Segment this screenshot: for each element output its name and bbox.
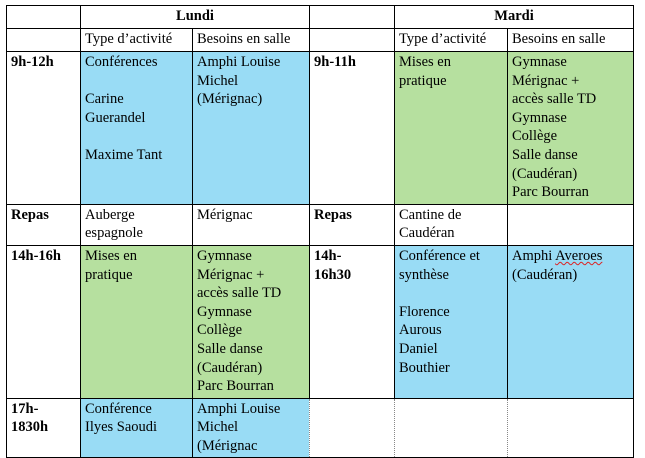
lundi-room-cell: Amphi Louise Michel (Mérignac) bbox=[193, 52, 310, 205]
mardi-room-flagged-word: Averoes bbox=[555, 247, 603, 264]
lundi-room-cell: Amphi Louise Michel (Mérignac bbox=[193, 398, 310, 458]
empty-cell bbox=[310, 398, 395, 458]
mardi-time-cell: Repas bbox=[310, 204, 395, 245]
lundi-time-cell: 9h-12h bbox=[7, 52, 81, 205]
mardi-room-cell bbox=[508, 204, 634, 245]
lundi-time-cell: Repas bbox=[7, 204, 81, 245]
schedule-table bbox=[6, 5, 634, 458]
lundi-time-cell: 14h-16h bbox=[7, 245, 81, 398]
mardi-room-header: Besoins en salle bbox=[508, 29, 634, 52]
empty-cell bbox=[395, 398, 508, 458]
day-mardi-header: Mardi bbox=[395, 6, 634, 29]
table-row bbox=[7, 204, 634, 245]
lundi-room-header: Besoins en salle bbox=[193, 29, 310, 52]
lundi-room-cell: Mérignac bbox=[193, 204, 310, 245]
mardi-room-cell: Gymnase Mérignac + accès salle TD Gymnase Collège Salle danse (Caudéran) Parc Bourran bbox=[508, 52, 634, 205]
lundi-activity-cell: Conférences Carine Guerandel Maxime Tant bbox=[81, 52, 193, 205]
day-lundi-header: Lundi bbox=[81, 6, 310, 29]
mardi-time-cell: 14h- 16h30 bbox=[310, 245, 395, 398]
mardi-activity-cell: Mises en pratique bbox=[395, 52, 508, 205]
lundi-time-cell: 17h- 1830h bbox=[7, 398, 81, 458]
table-row bbox=[7, 245, 634, 398]
mardi-activity-header: Type d’activité bbox=[395, 29, 508, 52]
mardi-activity-cell: Cantine de Caudéran bbox=[395, 204, 508, 245]
mardi-room-prefix: Amphi bbox=[512, 247, 556, 264]
mardi-time-cell: 9h-11h bbox=[310, 52, 395, 205]
mardi-activity-cell: Conférence et synthèse Florence Aurous Daniel Bouthier bbox=[395, 245, 508, 398]
table-row bbox=[7, 52, 634, 205]
lundi-activity-header: Type d’activité bbox=[81, 29, 193, 52]
mardi-room-suffix: (Caudéran) bbox=[512, 266, 578, 283]
mardi-room-cell bbox=[508, 245, 634, 398]
lundi-room-cell: Gymnase Mérignac + accès salle TD Gymnase Collège Salle danse (Caudéran) Parc Bourran bbox=[193, 245, 310, 398]
lundi-activity-cell: Conférence Ilyes Saoudi bbox=[81, 398, 193, 458]
column-header-row bbox=[7, 29, 634, 52]
table-row bbox=[7, 398, 634, 458]
lundi-activity-cell: Auberge espagnole bbox=[81, 204, 193, 245]
day-header-row bbox=[7, 6, 634, 29]
lundi-activity-cell: Mises en pratique bbox=[81, 245, 193, 398]
empty-cell bbox=[508, 398, 634, 458]
